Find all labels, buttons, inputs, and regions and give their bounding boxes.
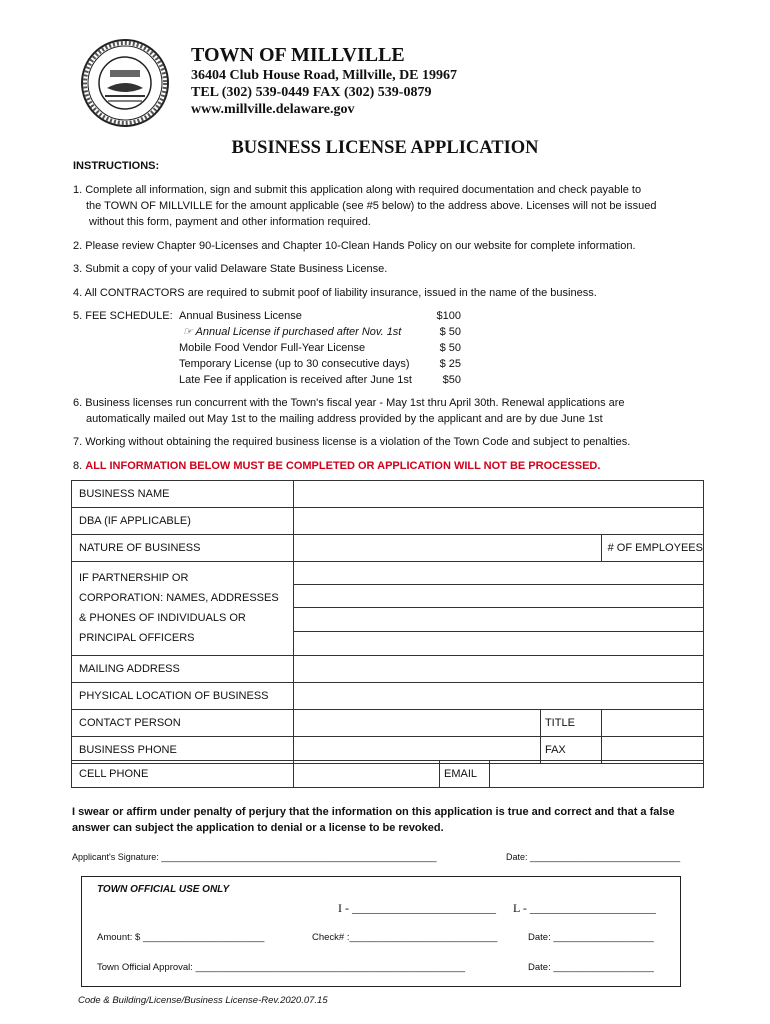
instruction-6 (73, 395, 625, 427)
instruction-1-line-2: the TOWN OF MILLVILLE for the amount applicable (see #5 below) to the address above. Licenses will not be issued (86, 200, 657, 212)
nature-of-business-label: NATURE OF BUSINESS (72, 535, 294, 562)
cell-phone-field[interactable] (294, 761, 440, 788)
title-field[interactable] (601, 710, 703, 737)
amount-field[interactable]: Amount: $ _______________________ (97, 932, 265, 943)
town-name: TOWN OF MILLVILLE (191, 44, 405, 66)
principals-field-row[interactable] (293, 562, 703, 585)
instruction-2: 2. Please review Chapter 90-Licenses and Chapter 10-Clean Hands Policy on our website for complete information. (73, 240, 636, 252)
principals-field-row[interactable] (293, 632, 703, 656)
fee-amount: $100 (436, 310, 461, 322)
document-title-text: BUSINESS LICENSE APPLICATION (231, 138, 539, 158)
instructions-heading: INSTRUCTIONS: (73, 160, 160, 172)
fee-amounts (431, 308, 461, 388)
principals-label-line: IF PARTNERSHIP OR (79, 572, 189, 584)
fee-schedule-label: 5. FEE SCHEDULE: (73, 310, 173, 322)
document-title (0, 138, 770, 159)
title-label: TITLE (540, 710, 601, 737)
check-number-field[interactable]: Check# :____________________________ (312, 932, 498, 943)
town-address: 36404 Club House Road, Millville, DE 19967 (191, 68, 458, 83)
physical-location-label: PHYSICAL LOCATION OF BUSINESS (72, 683, 294, 710)
applicant-signature-line[interactable]: Applicant's Signature: _______________________________________________________ (72, 852, 437, 862)
principals-field-row[interactable] (293, 608, 703, 632)
official-date-field[interactable]: Date: ___________________ (528, 932, 654, 943)
mailing-address-field[interactable] (293, 656, 703, 683)
instruction-7: 7. Working without obtaining the required business license is a violation of the Town Code and subject to penalties. (73, 436, 631, 448)
principals-field-row[interactable] (293, 585, 703, 608)
form-revision-footer: Code & Building/License/Business License-Rev.2020.07.15 (78, 995, 328, 1006)
instruction-8 (73, 458, 600, 474)
instruction-6-line-2: automatically mailed out May 1st to the mailing address provided by the applicant and are by due June 1st (86, 413, 603, 425)
fee-item: ☞ Annual License if purchased after Nov. 1st (183, 326, 402, 338)
fee-amount: $50 (442, 374, 461, 386)
instruction-8-number: 8. (73, 460, 83, 472)
contact-person-label: CONTACT PERSON (72, 710, 294, 737)
applicant-date-line[interactable]: Date: ______________________________ (506, 852, 681, 862)
email-field[interactable] (490, 761, 704, 788)
fee-amount: $ 25 (439, 358, 461, 370)
fee-item: Mobile Food Vendor Full-Year License (179, 342, 366, 354)
business-name-label: BUSINESS NAME (72, 481, 294, 508)
fee-items (179, 308, 412, 388)
i-field[interactable]: I - ________________________ (338, 901, 496, 915)
approval-date-field[interactable]: Date: ___________________ (528, 962, 654, 973)
dba-field[interactable] (293, 508, 703, 535)
perjury-statement (72, 804, 675, 836)
business-phone-label: BUSINESS PHONE (72, 737, 294, 764)
physical-location-field[interactable] (293, 683, 703, 710)
email-label: EMAIL (440, 761, 490, 788)
l-field[interactable]: L - _____________________ (513, 901, 656, 915)
principals-label-line: & PHONES OF INDIVIDUALS OR (79, 612, 246, 624)
fee-amount: $ 50 (439, 326, 461, 338)
application-form (71, 480, 704, 764)
official-use-box (81, 876, 681, 987)
principals-label-line: CORPORATION: NAMES, ADDRESSES (79, 592, 279, 604)
contact-person-field[interactable] (293, 710, 540, 737)
dba-label: DBA (IF APPLICABLE) (72, 508, 294, 535)
official-use-heading: TOWN OFFICIAL USE ONLY (97, 884, 230, 895)
fax-label: FAX (540, 737, 601, 764)
instruction-6-line-1: 6. Business licenses run concurrent with the Town's fiscal year - May 1st thru April 30th. Renewal applications are (73, 397, 625, 409)
official-approval-field[interactable]: Town Official Approval: ___________________________________________________ (97, 962, 466, 973)
instruction-1-line-3: without this form, payment and other information required. (89, 216, 371, 228)
fee-item: Temporary License (up to 30 consecutive days) (179, 358, 410, 370)
town-seal-logo (80, 38, 170, 128)
fee-amount: $ 50 (439, 342, 461, 354)
business-name-field[interactable] (293, 481, 703, 508)
cell-phone-label: CELL PHONE (72, 761, 294, 788)
fee-item: Annual Business License (179, 310, 302, 322)
instruction-1-line-1: 1. Complete all information, sign and submit this application along with required documentation and check payable to (73, 184, 642, 196)
town-website[interactable]: www.millville.delaware.gov (191, 102, 355, 117)
instruction-3: 3. Submit a copy of your valid Delaware State Business License. (73, 263, 388, 275)
mailing-address-label: MAILING ADDRESS (72, 656, 294, 683)
fee-item: Late Fee if application is received after June 1st (179, 374, 412, 386)
principals-label (72, 562, 294, 656)
employees-label: # OF EMPLOYEES (601, 535, 703, 562)
nature-of-business-field[interactable] (293, 535, 601, 562)
principals-label-line: PRINCIPAL OFFICERS (79, 632, 195, 644)
cell-email-row (71, 760, 704, 788)
instruction-4: 4. All CONTRACTORS are required to submit poof of liability insurance, issued in the name of the business. (73, 287, 597, 299)
instruction-1 (73, 182, 656, 230)
town-phones: TEL (302) 539-0449 FAX (302) 539-0879 (191, 85, 432, 100)
perjury-statement-line: answer can subject the application to denial or a license to be revoked. (72, 822, 444, 834)
instruction-8-warning: ALL INFORMATION BELOW MUST BE COMPLETED OR APPLICATION WILL NOT BE PROCESSED. (85, 460, 601, 472)
perjury-statement-line: I swear or affirm under penalty of perjury that the information on this application is true and correct and that a false (72, 806, 675, 818)
